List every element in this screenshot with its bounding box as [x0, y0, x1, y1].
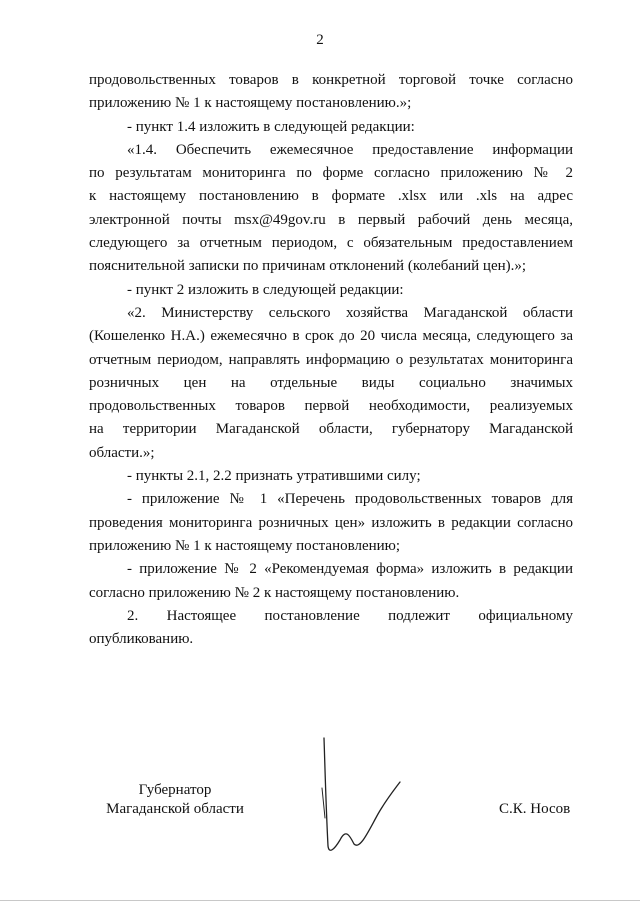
signatory-title: [100, 781, 250, 819]
paragraph-line: «1.4. Обеспечить ежемесячное предоставление информации: [127, 141, 573, 158]
paragraph-line: электронной почты msx@49gov.ru в первый рабочий день месяца,: [89, 211, 573, 228]
paragraph-line: продовольственных товаров первой необходимости, реализуемых: [89, 398, 573, 415]
paragraph-line: следующего за отчетным периодом, с обязательным предоставлением: [89, 235, 573, 252]
paragraph-line: проведения мониторинга розничных цен» изложить в редакции согласно: [89, 514, 573, 531]
paragraph-line: опубликованию.: [89, 631, 194, 648]
paragraph-line: по результатам мониторинга по форме согласно приложению № 2: [89, 165, 573, 182]
paragraph-line: приложению № 1 к настоящему постановлению;: [89, 537, 401, 554]
page-number: 2: [316, 32, 324, 48]
paragraph-line: согласно приложению № 2 к настоящему постановлению.: [89, 584, 460, 601]
paragraph-line: области.»;: [89, 444, 155, 461]
paragraph-line: розничных цен на отдельные виды социально значимых: [89, 374, 573, 391]
document-body: [89, 69, 573, 651]
paragraph-line: - пункт 1.4 изложить в следующей редакции:: [127, 118, 415, 135]
paragraph-line: пояснительной записки по причинам отклонений (колебаний цен).»;: [89, 258, 527, 275]
handwritten-signature: [310, 728, 420, 858]
paragraph-line: - пункт 2 изложить в следующей редакции:: [127, 281, 404, 298]
scan-edge-line: [0, 900, 640, 901]
paragraph-line: - приложение № 1 «Перечень продовольственных товаров для: [127, 491, 573, 508]
paragraph-line: (Кошеленко Н.А.) ежемесячно в срок до 20 числа месяца, следующего за: [89, 328, 573, 345]
paragraph-line: отчетным периодом, направлять информацию о результатах мониторинга: [89, 351, 573, 368]
paragraph-line: приложению № 1 к настоящему постановлению.»;: [89, 95, 412, 112]
paragraph-line: к настоящему постановлению в формате .xlsx или .xls на адрес: [89, 188, 573, 205]
paragraph-line: на территории Магаданской области, губернатору Магаданской: [89, 421, 573, 438]
signatory-title-line: Магаданской области: [106, 801, 244, 817]
paragraph-line: «2. Министерству сельского хозяйства Магаданской области: [127, 304, 573, 321]
paragraph-line: 2. Настоящее постановление подлежит официальному: [127, 607, 573, 624]
signatory-title-line: Губернатор: [138, 782, 212, 798]
paragraph-line: - приложение № 2 «Рекомендуемая форма» изложить в редакции: [127, 561, 573, 578]
paragraph-line: - пункты 2.1, 2.2 признать утратившими силу;: [127, 468, 421, 485]
paragraph-line: продовольственных товаров в конкретной торговой точке согласно: [89, 72, 573, 88]
signatory-name: С.К. Носов: [499, 801, 571, 817]
